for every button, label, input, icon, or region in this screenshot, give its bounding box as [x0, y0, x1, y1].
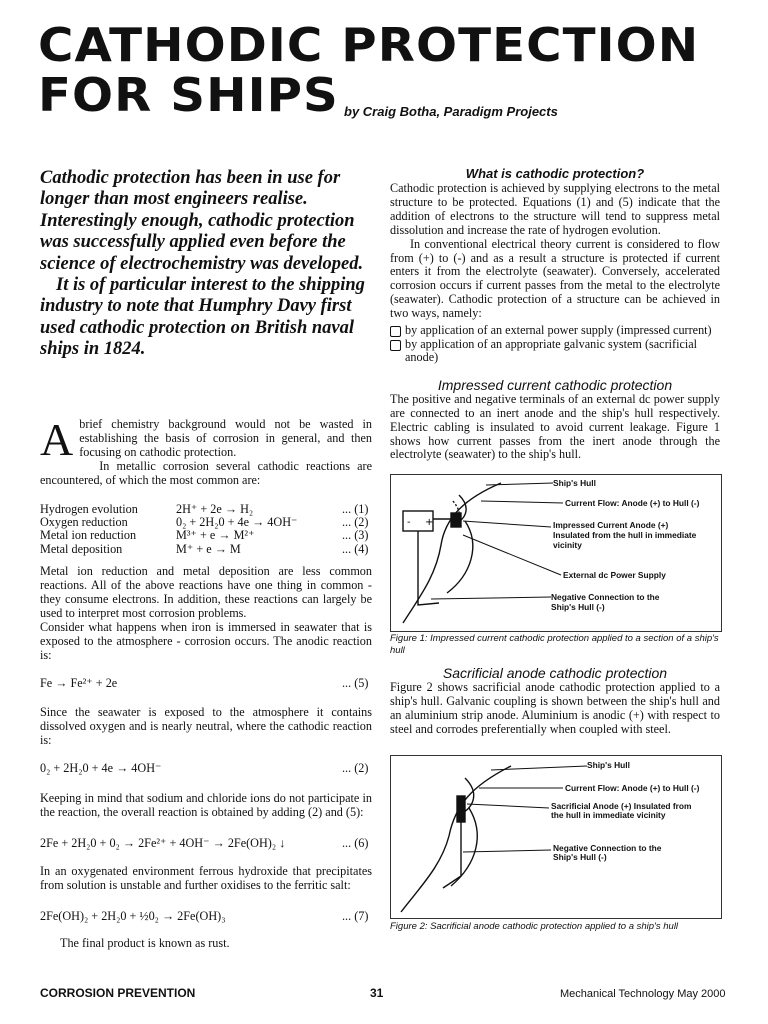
method-text: by application of an external power supply (impressed current) [405, 323, 712, 338]
lead-text [40, 168, 370, 361]
figure-2 [390, 755, 722, 919]
byline: by Craig Botha, Paradigm Projects [344, 104, 558, 119]
article-title-line1: CATHODIC PROTECTION [38, 18, 700, 72]
equation-2-number: ... (2) [342, 760, 369, 775]
fig1-plus-symbol: + [425, 517, 434, 529]
intro-paragraph-2: In metallic corrosion several cathodic reactions are encountered, of which the most common are: [40, 458, 372, 487]
figure-1-caption: Figure 1: Impressed current cathodic protection applied to a section of a ship's hull [390, 633, 719, 656]
fig2-negative-wire [443, 822, 461, 888]
figure-1 [390, 474, 722, 632]
reaction-equation: 2H⁺ + 2e → H₂ [176, 501, 254, 516]
lead-paragraph-1: Cathodic protection has been in use for longer than most engineers realise. Interestingly enough, cathodic protection was successfully applied even before the science of electrochemistry was developed. [40, 168, 364, 274]
reaction-number: ... (4) [342, 541, 369, 556]
reaction-name: Oxygen reduction [40, 514, 128, 529]
figure-2-caption: Figure 2: Sacrificial anode cathodic protection applied to a ship's hull [390, 920, 679, 932]
reaction-equation: M³⁺ + e → M²⁺ [176, 528, 255, 543]
what-paragraph-1: Cathodic protection is achieved by supplying electrons to the metal structure to be protected. Equations (1) and (5) indicate that the addition of electrons to the structure will tend to suppress metal dissolution and increase the rate of hydrogen evolution. [390, 181, 720, 237]
footer-publication: Mechanical Technology May 2000 [560, 988, 726, 1000]
equation-2 [40, 762, 372, 775]
rust-paragraph: The final product is known as rust. [60, 936, 230, 951]
equation-7 [40, 910, 372, 923]
method-text: by application of an appropriate galvanic system (sacrificial anode) [405, 336, 698, 365]
reaction-name: Metal ion reduction [40, 528, 137, 543]
lead-paragraph-2: It is of particular interest to the shipping industry to note that Humphry Davy first used cathodic protection on British naval ships in 1824. [40, 275, 365, 360]
what-paragraph-2: In conventional electrical theory current is considered to flow from (+) to (-) and as a result a structure is protected if current enters it from the electrolyte (seawater). Conversely, accelerated corrosion occurs if current passes from the metal to the electrolyte (seawater). Cathodic protection of a structure can be achieved in two ways, namely: [390, 236, 720, 321]
reaction-number: ... (1) [342, 501, 369, 516]
fig2-leader-4 [463, 850, 551, 852]
fig1-leader-4 [463, 535, 561, 575]
reaction-name: Hydrogen evolution [40, 501, 138, 516]
equation-7-number: ... (7) [342, 908, 369, 923]
page-number: 31 [370, 986, 384, 1000]
figure-2-diagram [391, 756, 721, 918]
equation-5-formula: Fe → Fe²⁺ + 2e [40, 676, 118, 691]
fig1-anode [451, 513, 461, 527]
fig2-anode [457, 796, 465, 822]
fig2-leader-1 [491, 766, 587, 770]
reaction-row [40, 503, 372, 516]
heading-impressed-current: Impressed current cathodic protection [437, 376, 673, 393]
equation-6 [40, 837, 372, 850]
checkbox-bullet-icon [390, 326, 401, 337]
heading-what-is-cathodic-protection: What is cathodic protection? [465, 166, 645, 181]
fig1-leader-2 [481, 501, 563, 503]
drop-cap: A [40, 414, 74, 465]
seawater-paragraph: Since the seawater is exposed to the atmosphere it contains dissolved oxygen and is nearly neutral, where the cathodic reaction is: [40, 704, 372, 747]
footer-section: CORROSION PREVENTION [40, 986, 196, 1000]
iron-paragraph: Consider what happens when iron is immersed in seawater that is exposed to the atmosphere - corrosion occurs. The anodic reaction is: [40, 619, 372, 662]
fig2-label-hull: Ship's Hull [587, 759, 630, 770]
left-column [40, 414, 372, 951]
equation-6-formula: 2Fe + 2H₂0 + 0₂ → 2Fe²⁺ + 4OH⁻ → 2Fe(OH)₂ ↓ [40, 835, 286, 850]
reaction-equation: 0₂ + 2H₂0 + 4e → 4OH⁻ [176, 514, 298, 529]
fig1-leader-1 [486, 483, 553, 485]
methods-list [390, 324, 720, 365]
equation-7-formula: 2Fe(OH)₂ + 2H₂0 + ½0₂ → 2Fe(OH)₃ [40, 908, 226, 923]
reaction-name: Metal deposition [40, 541, 123, 556]
fig2-label-negative: Negative Connection to the Ship's Hull (-) [553, 842, 662, 863]
equation-6-number: ... (6) [342, 835, 369, 850]
fig1-leader-3 [463, 521, 551, 527]
fig1-label-hull: Ship's Hull [553, 478, 596, 489]
equation-5 [40, 677, 372, 690]
impressed-paragraph: The positive and negative terminals of an external dc power supply are connected to an inert anode and the ship's hull respectively. Electric cabling is insulated to avoid current leakage. Figure 1 shows how current passes from the inert anode through the electrolyte (seawater) to the ship's hull. [390, 391, 720, 462]
reaction-row [40, 529, 372, 542]
fig2-label-anode: Sacrificial Anode (+) Insulated from the hull in immediate vicinity [551, 800, 692, 821]
fig1-label-power-supply: External dc Power Supply [563, 570, 666, 581]
method-list-item [390, 324, 720, 338]
reaction-number: ... (2) [342, 514, 369, 529]
equation-5-number: ... (5) [342, 676, 369, 691]
reaction-number: ... (3) [342, 528, 369, 543]
sodium-paragraph: Keeping in mind that sodium and chloride ions do not participate in the reaction, the overall reaction is obtained by adding (2) and (5): [40, 790, 372, 819]
fig2-leader-3 [467, 804, 549, 808]
fig1-label-current-flow: Current Flow: Anode (+) to Hull (-) [565, 498, 700, 509]
heading-sacrificial-anode: Sacrificial anode cathodic protection [442, 665, 668, 682]
reaction-row [40, 543, 372, 556]
sacrificial-paragraph: Figure 2 shows sacrificial anode cathodic protection applied to a ship's hull. Galvanic coupling is shown between the ship's hull and an aluminium strip anode. Aluminium is anodic (+) with respect to steel and corrodes preferentially when coupled with steel. [390, 680, 720, 736]
intro-paragraph [40, 414, 372, 465]
fig1-label-anode: Impressed Current Anode (+) Insulated from the hull in immediate vicinity [553, 520, 697, 550]
method-list-item [390, 338, 720, 365]
article-title-line2: FOR SHIPS [38, 68, 339, 122]
fig1-current-arc-2 [447, 521, 473, 593]
oxygenated-paragraph: In an oxygenated environment ferrous hydroxide that precipitates from solution is unstable and further oxidises to the ferritic salt: [40, 864, 372, 893]
reaction-equation: M⁺ + e → M [176, 541, 241, 556]
equation-2-formula: 0₂ + 2H₂0 + 4e → 4OH⁻ [40, 760, 162, 775]
fig1-leader-5 [431, 597, 551, 599]
right-column [390, 166, 720, 932]
reaction-row [40, 516, 372, 529]
metal-paragraph: Metal ion reduction and metal deposition are less common reactions. All of the above reactions have one thing in common - they consume electrons. In addition, these reactions can largely be used to interpret most corrosion problems. [40, 564, 372, 620]
fig1-label-negative: Negative Connection to the Ship's Hull (-) [551, 592, 660, 612]
intro-text: brief chemistry background would not be wasted in establishing the basis of corrosion in general, and then focusing on cathodic protection. [79, 417, 372, 459]
fig1-minus-symbol: - [407, 517, 411, 529]
checkbox-bullet-icon [390, 340, 401, 351]
reactions-table [40, 503, 372, 557]
fig2-label-current-flow: Current Flow: Anode (+) to Hull (-) [565, 782, 700, 793]
